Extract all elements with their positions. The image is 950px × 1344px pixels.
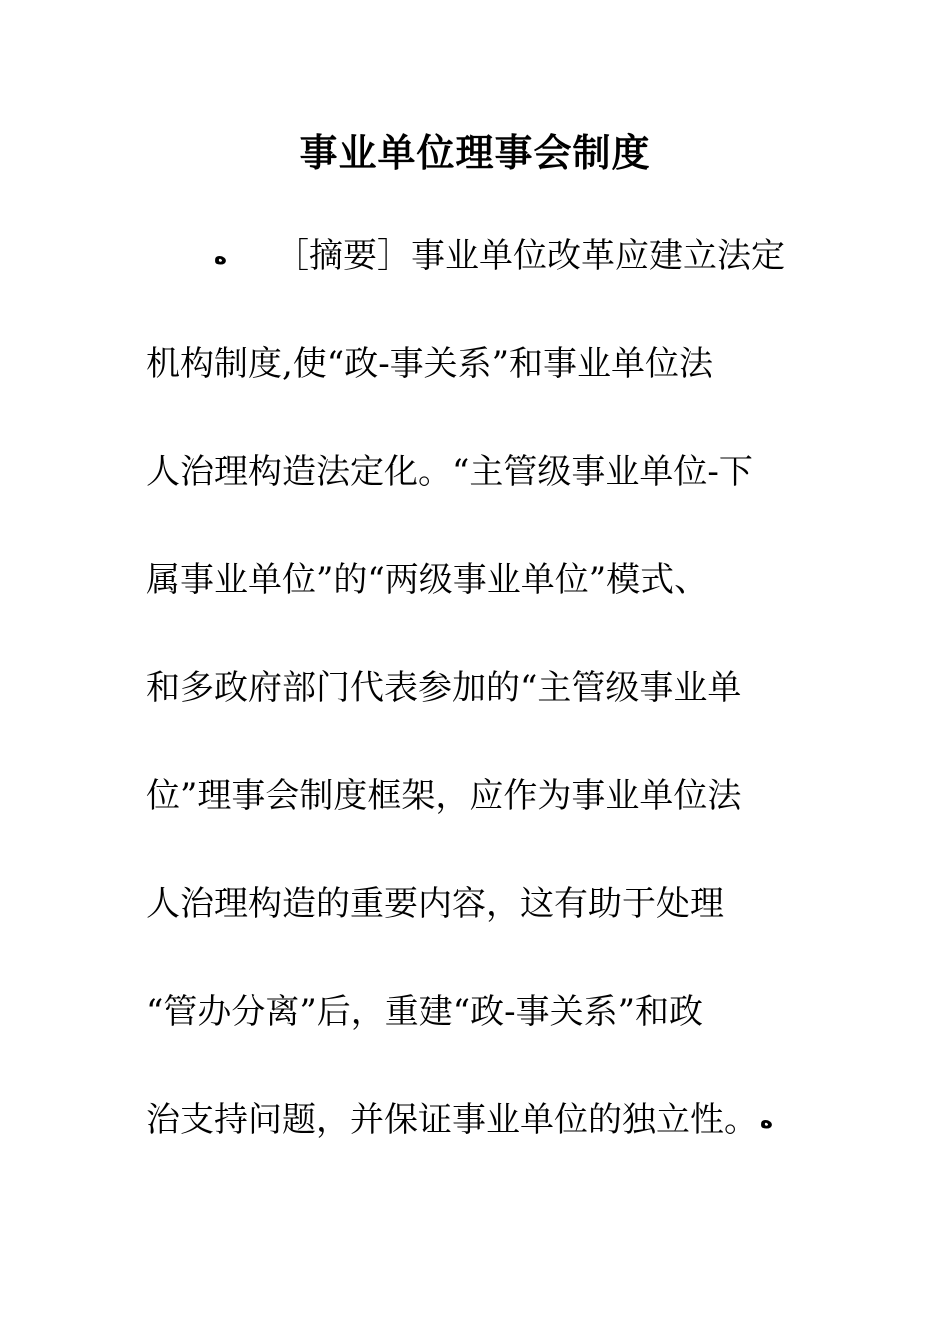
text-line-content: 治支持问题，并保证事业单位的独立性。 [146, 1100, 758, 1140]
text-line: 人治理构造的重要内容，这有助于处理 [146, 884, 724, 924]
text-line: 和多政府部门代表参加的“主管级事业单 [146, 668, 742, 708]
text-line: “管办分离”后，重建“政-事关系”和政 [146, 992, 704, 1032]
text-line: 人治理构造法定化。“主管级事业单位-下 [146, 452, 753, 492]
document-title: 事业单位理事会制度 [299, 131, 651, 175]
abstract-paragraph [146, 228, 826, 1200]
text-line [146, 1092, 826, 1200]
text-line: 机构制度,使“政-事关系”和事业单位法 [146, 344, 714, 384]
paragraph-end-mark-icon: ە [760, 1109, 773, 1134]
text-line [146, 228, 826, 336]
text-line: 属事业单位”的“两级事业单位”模式、 [146, 560, 709, 600]
text-line-content: ［摘要］事业单位改革应建立法定 [275, 236, 785, 276]
paragraph-mark-icon: ە [214, 245, 227, 270]
text-line: 位”理事会制度框架，应作为事业单位法 [146, 776, 742, 816]
